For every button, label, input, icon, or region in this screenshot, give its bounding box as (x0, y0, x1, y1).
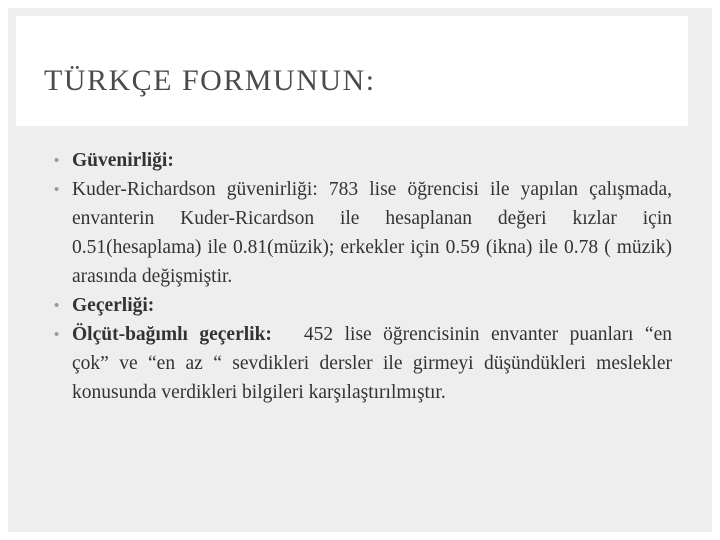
slide-title: TÜRKÇE FORMUNUN: (44, 64, 376, 97)
item-heading-olcut-bagimli: Ölçüt-bağımlı geçerlik: (72, 324, 272, 345)
item-heading-gecerlik: Geçerliği: (72, 295, 155, 316)
list-item (54, 175, 672, 291)
bullet-icon: • (54, 152, 60, 169)
bullet-list (54, 146, 672, 407)
list-item (54, 291, 672, 320)
item-text-olcut-bagimli: 452 lise öğrencisinin envanter puanları “en çok” ve “en az “ sevdikleri dersler ile girmeyi düşündükleri meslekler konusunda verdikleri bilgileri karşılaştırılmıştır. (72, 324, 672, 403)
list-item (54, 146, 672, 175)
bullet-icon: • (54, 297, 60, 314)
content-area (54, 146, 672, 407)
item-heading-guvenirlik: Güvenirliği: (72, 150, 174, 171)
title-box (16, 16, 688, 126)
bullet-icon: • (54, 181, 60, 198)
bullet-icon: • (54, 326, 60, 343)
item-text-kuder-richardson: Kuder-Richardson güvenirliği: 783 lise öğrencisi ile yapılan çalışmada, envanterin Kuder-Ricardson ile hesaplanan değeri kızlar için 0.51(hesaplama) ile 0.81(müzik); erkekler için 0.59 (ikna) ile 0.78 ( müzik) arasında değişmiştir. (72, 179, 672, 287)
list-item (54, 320, 672, 407)
